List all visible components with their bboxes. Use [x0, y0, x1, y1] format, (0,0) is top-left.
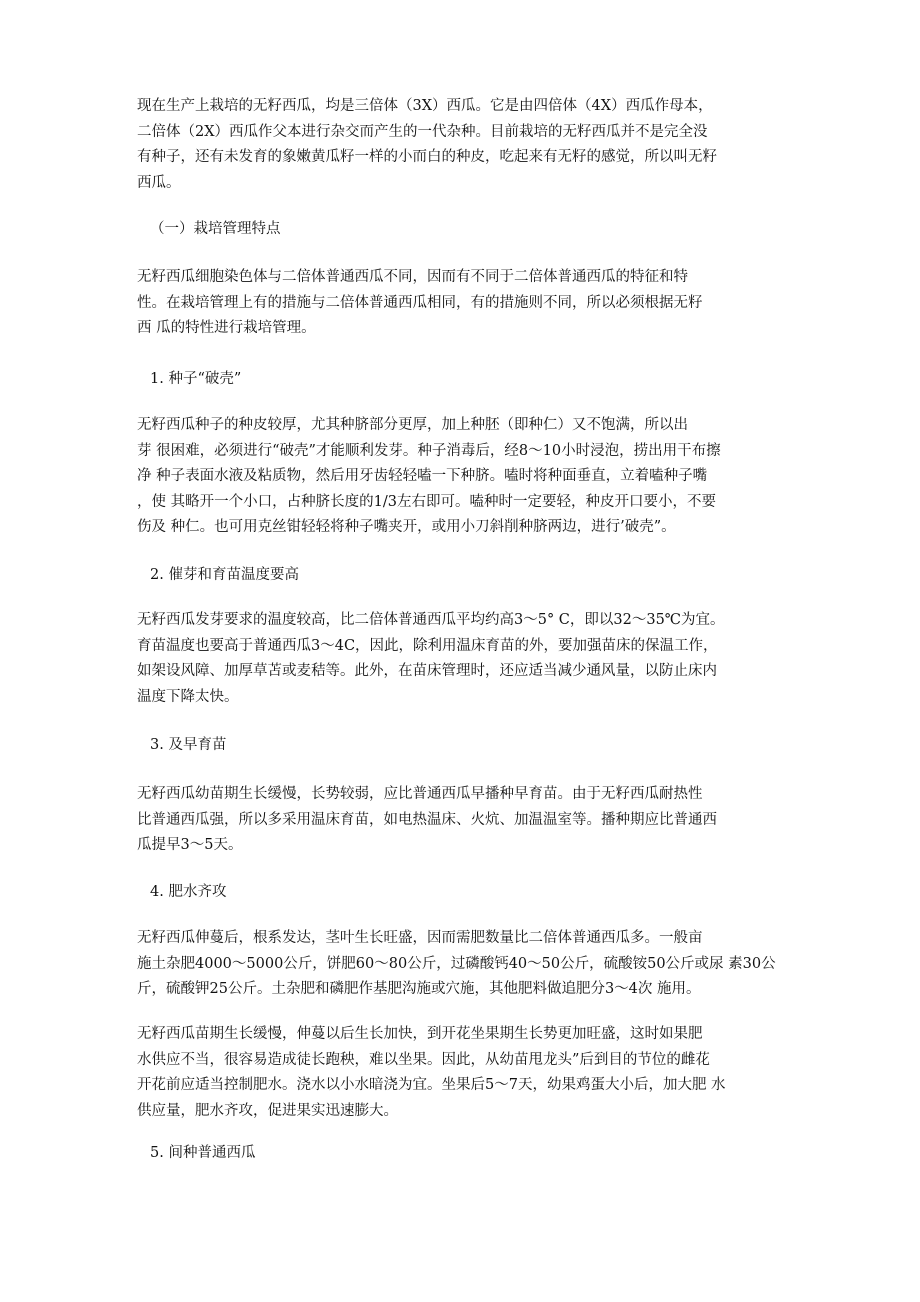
- item-4-paragraph-2: [137, 1022, 797, 1124]
- text-line: 水供应不当，很容易造成徒长跑秧，难以坐果。因此，从幼苗甩龙头”后到目的节位的雌花: [137, 1051, 710, 1068]
- section-heading: （一）栽培管理特点: [150, 221, 281, 237]
- item-1-paragraph: [137, 413, 797, 541]
- text-line: 无籽西瓜伸蔓后，根系发达，茎叶生长旺盛，因而需肥数量比二倍体普通西瓜多。一般亩: [137, 930, 703, 946]
- text-line: 现在生产上栽培的无籽西瓜，均是三倍体（3X）西瓜。它是由四倍体（4X）西瓜作母本，: [137, 98, 713, 114]
- text-line: 无籽西瓜种子的种皮较厚，尤其种脐部分更厚，加上种胚（即种仁）又不饱满，所以出: [137, 417, 688, 433]
- text-line: 无籽西瓜幼苗期生长缓慢，长势较弱，应比普通西瓜早播种早育苗。由于无籽西瓜耐热性: [137, 786, 703, 802]
- text-line: 无籽西瓜苗期生长缓慢，伸蔓以后生长加快，到开花坐果期生长势更加旺盛，这时如果肥: [137, 1026, 703, 1042]
- text-line: 无籽西瓜细胞染色体与二倍体普通西瓜不同，因而有不同于二倍体普通西瓜的特征和特: [137, 269, 688, 285]
- text-line: 如架设风障、加厚草苫或麦秸等。此外，在苗床管理时，还应适当减少通风量，以防止床内: [137, 663, 717, 679]
- text-line: 西 瓜的特性进行栽培管理。: [137, 320, 316, 336]
- item-heading-4: 4. 肥水齐攻: [150, 884, 227, 900]
- text-line: 芽 很困难，必须进行“破壳”才能顺利发芽。种子消毒后，经8～10小时浸泡，捞出用干布擦: [137, 442, 721, 459]
- intro-paragraph: [137, 94, 797, 196]
- item-3-paragraph: [137, 782, 797, 859]
- item-heading-3: 3. 及早育苗: [150, 737, 227, 753]
- item-heading-2: 2. 催芽和育苗温度要高: [150, 567, 299, 583]
- section-intro-paragraph: [137, 265, 797, 342]
- text-line: 斤，硫酸钾25公斤。土杂肥和磷肥作基肥沟施或穴施，其他肥料做追肥分3～4次 施用。: [137, 981, 701, 997]
- item-heading-1: 1. 种子“破壳”: [150, 371, 242, 387]
- text-line: 无籽西瓜发芽要求的温度较高，比二倍体普通西瓜平均约高3～5° C，即以32～35℃为宜。: [137, 612, 725, 628]
- item-2-paragraph: [137, 608, 797, 710]
- text-line: 有种子，还有未发育的象嫩黄瓜籽一样的小而白的种皮，吃起来有无籽的感觉，所以叫无籽: [137, 149, 717, 165]
- item-heading-5: 5. 间种普通西瓜: [150, 1145, 256, 1161]
- text-line: 施土杂肥4000～5000公斤，饼肥60～80公斤，过磷酸钙40～50公斤，硫酸铵50公斤或尿 素30公: [137, 955, 776, 972]
- text-line: 瓜提早3～5天。: [137, 837, 243, 853]
- text-line: 比普通西瓜强，所以多采用温床育苗，如电热温床、火炕、加温温室等。播种期应比普通西: [137, 811, 717, 828]
- text-line: 净 种子表面水液及粘质物，然后用牙齿轻轻嗑一下种脐。嗑时将种面垂直，立着嗑种子嘴: [137, 468, 708, 484]
- item-4-paragraph-1: [137, 926, 797, 1003]
- text-line: 西瓜。: [137, 174, 181, 191]
- text-line: 供应量，肥水齐攻，促进果实迅速膨大。: [137, 1102, 398, 1119]
- text-line: 二倍体（2X）西瓜作父本进行杂交而产生的一代杂种。目前栽培的无籽西瓜并不是完全没: [137, 123, 708, 140]
- text-line: 性。在栽培管理上有的措施与二倍体普通西瓜相同，有的措施则不同，所以必须根据无籽: [137, 294, 703, 311]
- text-line: 温度下降太快。: [137, 688, 239, 705]
- text-line: ，使 其略开一个小口，占种脐长度的1/3左右即可。嗑种时一定要轻，种皮开口要小，不要: [137, 493, 716, 510]
- text-line: 伤及 种仁。也可用克丝钳轻轻将种子嘴夹开，或用小刀斜削种脐两边，进行’破壳”。: [137, 519, 676, 535]
- text-line: 育苗温度也要高于普通西瓜3～4C，因此，除利用温床育苗的外，要加强苗床的保温工作，: [137, 637, 718, 654]
- text-line: 开花前应适当控制肥水。浇水以小水暗浇为宜。坐果后5～7天，幼果鸡蛋大小后，加大肥 水: [137, 1077, 726, 1093]
